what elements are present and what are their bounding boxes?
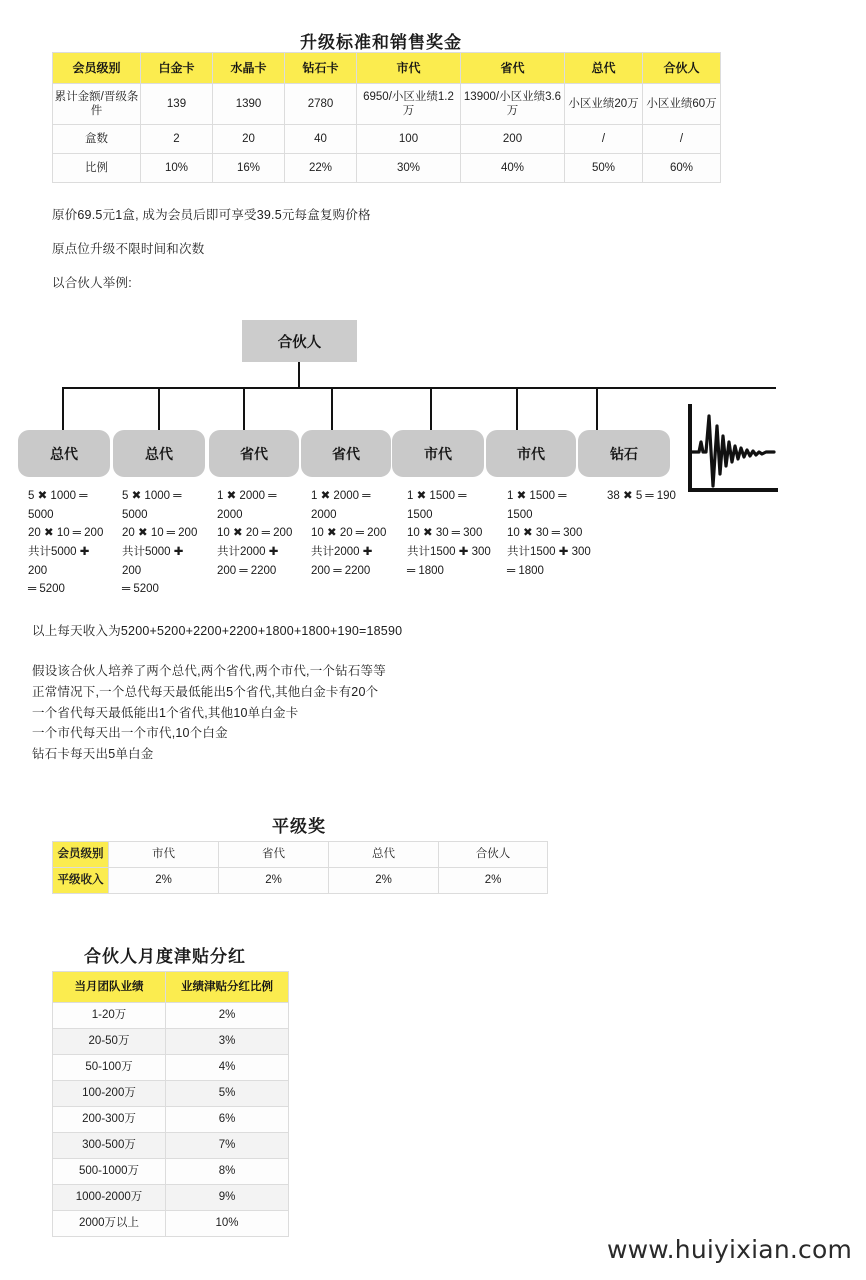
org-node-label: 市代 xyxy=(424,445,452,462)
damped-oscillation-waveform-icon xyxy=(686,404,778,496)
table-row xyxy=(53,1133,289,1159)
col-header-partner: 合伙人 xyxy=(643,53,721,84)
col-header-level: 会员级别 xyxy=(53,53,141,84)
org-node-city-2 xyxy=(486,430,576,477)
org-node-province-2 xyxy=(301,430,391,477)
table-cell: 总代 xyxy=(329,842,439,868)
calc-line: 5 ✖ 1000 ═ xyxy=(122,490,182,502)
assumption-line-3: 一个省代每天最低能出1个省代,其他10单白金卡 xyxy=(32,706,299,720)
table-cell: 2% xyxy=(329,868,439,894)
calc-line: 20 ✖ 10 ═ 200 xyxy=(28,527,104,540)
upgrade-standard-table xyxy=(52,52,721,183)
table-cell: 市代 xyxy=(109,842,219,868)
table-row xyxy=(53,1211,289,1237)
row-header-flat-income: 平级收入 xyxy=(53,868,109,894)
table-cell: 2000万以上 xyxy=(53,1211,166,1237)
table-cell: 2% xyxy=(166,1003,289,1029)
table-cell: 10% xyxy=(166,1211,289,1237)
table-row xyxy=(53,1055,289,1081)
table-cell: 16% xyxy=(213,154,285,183)
table-row xyxy=(53,1107,289,1133)
connector-drop-6 xyxy=(516,387,518,431)
connector-drop-3 xyxy=(243,387,245,431)
calc-line: ═ 1800 xyxy=(507,564,544,577)
table-cell: 6950/小区业绩1.2万 xyxy=(357,84,461,125)
col-header-crystal: 水晶卡 xyxy=(213,53,285,84)
calc-line: 10 ✖ 30 ═ 300 xyxy=(507,527,583,540)
org-node-diamond xyxy=(578,430,670,477)
calc-line: 2000 xyxy=(311,508,337,521)
table-row xyxy=(53,84,721,125)
table-cell: 2% xyxy=(219,868,329,894)
table-cell: 8% xyxy=(166,1159,289,1185)
calc-column-city-2 xyxy=(507,487,612,580)
org-node-general-2 xyxy=(113,430,205,477)
col-header-province: 省代 xyxy=(461,53,565,84)
calc-line: 共计2000 ✚ xyxy=(311,545,373,558)
table-cell: 省代 xyxy=(219,842,329,868)
calc-line: 200 xyxy=(28,564,48,577)
calc-column-general-2 xyxy=(122,487,217,599)
calc-line: 2000 xyxy=(217,508,243,521)
table-row xyxy=(53,1003,289,1029)
table-cell: 100 xyxy=(357,125,461,154)
calc-line: 200 xyxy=(122,564,142,577)
table-cell: 5% xyxy=(166,1081,289,1107)
calc-line: 10 ✖ 20 ═ 200 xyxy=(217,527,293,540)
calc-line: 1500 xyxy=(407,508,433,521)
table-cell: 50-100万 xyxy=(53,1055,166,1081)
col-header-platinum: 白金卡 xyxy=(141,53,213,84)
table-cell: 500-1000万 xyxy=(53,1159,166,1185)
row-label-box-count: 盒数 xyxy=(53,125,141,154)
calc-column-province-1 xyxy=(217,487,312,580)
calc-line: 共计5000 ✚ xyxy=(122,545,184,558)
assumption-line-5: 钻石卡每天出5单白金 xyxy=(32,747,154,761)
calc-line: 10 ✖ 30 ═ 300 xyxy=(407,527,483,540)
table-cell: 40% xyxy=(461,154,565,183)
table-cell: / xyxy=(643,125,721,154)
calc-line: 共计5000 ✚ xyxy=(28,545,90,558)
calc-line: 200 ═ 2200 xyxy=(217,564,277,577)
org-node-label: 总代 xyxy=(50,445,78,462)
flat-award-table xyxy=(52,841,548,894)
table-cell: 60% xyxy=(643,154,721,183)
connector-drop-2 xyxy=(158,387,160,431)
table-cell: 小区业绩60万 xyxy=(643,84,721,125)
row-label-cumulative: 累计金额/晋级条件 xyxy=(53,84,141,125)
table-cell: 139 xyxy=(141,84,213,125)
table-cell: 7% xyxy=(166,1133,289,1159)
calc-line: 1500 xyxy=(507,508,533,521)
note-partner-example: 以合伙人举例: xyxy=(52,276,132,290)
col-header-general: 总代 xyxy=(565,53,643,84)
calc-line: 10 ✖ 20 ═ 200 xyxy=(311,527,387,540)
connector-drop-4 xyxy=(331,387,333,431)
assumption-line-4: 一个市代每天出一个市代,10个白金 xyxy=(32,726,228,740)
table-cell: 200 xyxy=(461,125,565,154)
calc-line: 200 ═ 2200 xyxy=(311,564,371,577)
calc-column-diamond xyxy=(607,487,697,506)
calc-line: 5 ✖ 1000 ═ xyxy=(28,490,88,502)
table-cell: 6% xyxy=(166,1107,289,1133)
table-cell: 22% xyxy=(285,154,357,183)
table-cell: 2% xyxy=(109,868,219,894)
table-row xyxy=(53,1159,289,1185)
table-cell: 20-50万 xyxy=(53,1029,166,1055)
table-row xyxy=(53,1081,289,1107)
monthly-bonus-title: 合伙人月度津贴分红 xyxy=(84,947,246,966)
org-node-label: 省代 xyxy=(240,445,268,462)
calc-line: 1 ✖ 2000 ═ xyxy=(311,490,371,502)
calc-line: 5000 xyxy=(28,508,54,521)
col-header-bonus-ratio: 业绩津贴分红比例 xyxy=(166,972,289,1003)
table-cell: 9% xyxy=(166,1185,289,1211)
table-row xyxy=(53,154,721,183)
table-row xyxy=(53,1029,289,1055)
table-row xyxy=(53,125,721,154)
table-cell: 1000-2000万 xyxy=(53,1185,166,1211)
table-cell: 10% xyxy=(141,154,213,183)
org-node-province-1 xyxy=(209,430,299,477)
table-cell: 2 xyxy=(141,125,213,154)
table-cell: / xyxy=(565,125,643,154)
org-node-city-1 xyxy=(392,430,484,477)
calc-line: 1 ✖ 2000 ═ xyxy=(217,490,277,502)
assumption-line-1: 假设该合伙人培养了两个总代,两个省代,两个市代,一个钻石等等 xyxy=(32,664,386,678)
table-cell: 40 xyxy=(285,125,357,154)
org-node-general-1 xyxy=(18,430,110,477)
calc-column-general-1 xyxy=(28,487,123,599)
col-header-team-performance: 当月团队业绩 xyxy=(53,972,166,1003)
calc-line: 共计2000 ✚ xyxy=(217,545,279,558)
connector-drop-1 xyxy=(62,387,64,431)
org-node-label: 总代 xyxy=(145,445,173,462)
table-row xyxy=(53,1185,289,1211)
calc-line: ═ 5200 xyxy=(28,583,65,596)
table-header-row xyxy=(53,53,721,84)
calc-line: 1 ✖ 1500 ═ xyxy=(407,490,467,502)
table-cell: 300-500万 xyxy=(53,1133,166,1159)
calc-line: ═ 1800 xyxy=(407,564,444,577)
note-original-price: 原价69.5元1盒, 成为会员后即可享受39.5元每盒复购价格 xyxy=(52,208,371,222)
calc-column-province-2 xyxy=(311,487,406,580)
connector-drop-5 xyxy=(430,387,432,431)
flat-award-title: 平级奖 xyxy=(272,817,326,836)
calc-line: 38 ✖ 5 ═ 190 xyxy=(607,490,676,502)
site-watermark: www.huiyixian.com xyxy=(606,1235,852,1264)
table-cell: 200-300万 xyxy=(53,1107,166,1133)
org-node-label: 钻石 xyxy=(610,445,638,462)
note-upgrade-unlimited: 原点位升级不限时间和次数 xyxy=(52,242,205,256)
calc-column-city-1 xyxy=(407,487,512,580)
daily-income-summary: 以上每天收入为5200+5200+2200+2200+1800+1800+190=18590 xyxy=(32,624,403,638)
calc-line: 5000 xyxy=(122,508,148,521)
table-cell: 1-20万 xyxy=(53,1003,166,1029)
table-cell: 小区业绩20万 xyxy=(565,84,643,125)
table-cell: 30% xyxy=(357,154,461,183)
table-cell: 4% xyxy=(166,1055,289,1081)
assumption-line-2: 正常情况下,一个总代每天最低能出5个省代,其他白金卡有20个 xyxy=(32,685,379,699)
table-cell: 2780 xyxy=(285,84,357,125)
row-header-member-level: 会员级别 xyxy=(53,842,109,868)
org-node-label: 省代 xyxy=(332,445,360,462)
upgrade-section-title: 升级标准和销售奖金 xyxy=(300,33,462,52)
connector-root-stem xyxy=(298,362,300,388)
table-cell: 1390 xyxy=(213,84,285,125)
row-label-ratio: 比例 xyxy=(53,154,141,183)
org-node-partner-root xyxy=(242,320,357,362)
table-cell: 100-200万 xyxy=(53,1081,166,1107)
table-cell: 50% xyxy=(565,154,643,183)
calc-line: 共计1500 ✚ 300 xyxy=(507,545,591,558)
col-header-city: 市代 xyxy=(357,53,461,84)
connector-drop-7 xyxy=(596,387,598,431)
table-cell: 合伙人 xyxy=(439,842,548,868)
table-row xyxy=(53,842,548,868)
calc-line: 1 ✖ 1500 ═ xyxy=(507,490,567,502)
calc-line: 共计1500 ✚ 300 xyxy=(407,545,491,558)
table-cell: 2% xyxy=(439,868,548,894)
table-cell: 20 xyxy=(213,125,285,154)
calc-line: 20 ✖ 10 ═ 200 xyxy=(122,527,198,540)
org-node-label: 合伙人 xyxy=(277,334,322,351)
table-cell: 13900/小区业绩3.6万 xyxy=(461,84,565,125)
col-header-diamond: 钻石卡 xyxy=(285,53,357,84)
table-header-row xyxy=(53,972,289,1003)
org-node-label: 市代 xyxy=(517,445,545,462)
connector-horizontal-bus xyxy=(62,387,776,389)
table-cell: 3% xyxy=(166,1029,289,1055)
calc-line: ═ 5200 xyxy=(122,583,159,596)
table-row xyxy=(53,868,548,894)
monthly-bonus-table xyxy=(52,971,289,1237)
